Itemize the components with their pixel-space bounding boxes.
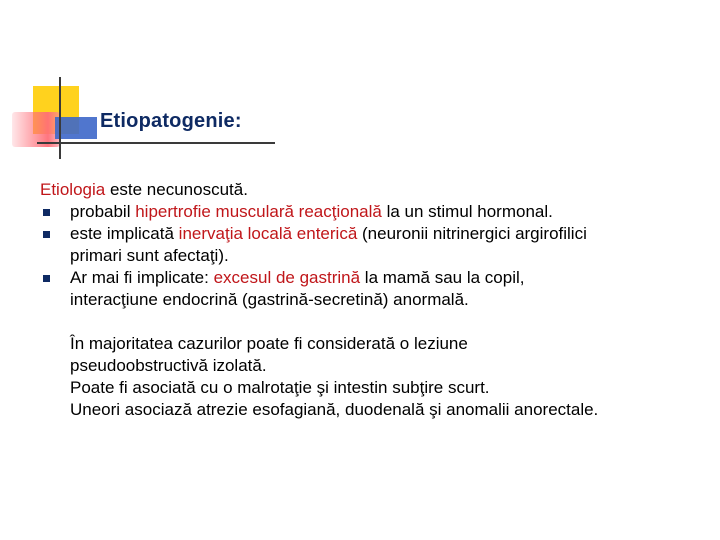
slide-title: Etiopatogenie:: [100, 110, 242, 132]
bullet-continuation: interacţiune endocrină (gastrină-secretină) anormală.: [70, 290, 469, 309]
intro-highlight: Etiologia: [40, 180, 106, 199]
square-bullet-icon: [43, 209, 50, 216]
bullet-text: probabil: [70, 202, 136, 221]
bullet-item: [40, 201, 690, 223]
decorative-blue-square: [55, 117, 97, 139]
bullet-line: [70, 223, 690, 245]
bullet-text: Ar mai fi implicate:: [70, 268, 214, 287]
intro-text: este necunoscută.: [105, 180, 248, 199]
bullet-text: la un stimul hormonal.: [381, 202, 553, 221]
square-bullet-icon: [43, 231, 50, 238]
bullet-highlight: inervaţia locală enterică: [178, 224, 358, 243]
bullet-highlight: hipertrofie musculară reacţională: [135, 202, 382, 221]
paragraph-line: În majoritatea cazurilor poate fi considerată o leziune: [70, 334, 468, 353]
paragraph: [40, 333, 690, 421]
bullet-item: [40, 223, 690, 267]
bullet-continuation: primari sunt afectaţi).: [70, 246, 229, 265]
spacer: [40, 311, 690, 333]
intro-line: [40, 179, 690, 201]
bullet-item: [40, 267, 690, 311]
paragraph-line: Poate fi asociată cu o malrotaţie şi intestin subţire scurt.: [70, 378, 490, 397]
slide-body: [40, 179, 690, 421]
decorative-vertical-line: [59, 77, 61, 159]
bullet-highlight: excesul de gastrină: [213, 268, 361, 287]
decorative-horizontal-line: [37, 142, 275, 144]
bullet-text: este implicată: [70, 224, 179, 243]
paragraph-line: pseudoobstructivă izolată.: [70, 356, 267, 375]
bullet-text: la mamă sau la copil,: [360, 268, 525, 287]
bullet-text: (neuronii nitrinergici argirofilici: [357, 224, 587, 243]
bullet-line: [70, 267, 690, 289]
square-bullet-icon: [43, 275, 50, 282]
bullet-line: [70, 201, 690, 223]
paragraph-line: Uneori asociază atrezie esofagiană, duodenală şi anomalii anorectale.: [70, 400, 599, 419]
